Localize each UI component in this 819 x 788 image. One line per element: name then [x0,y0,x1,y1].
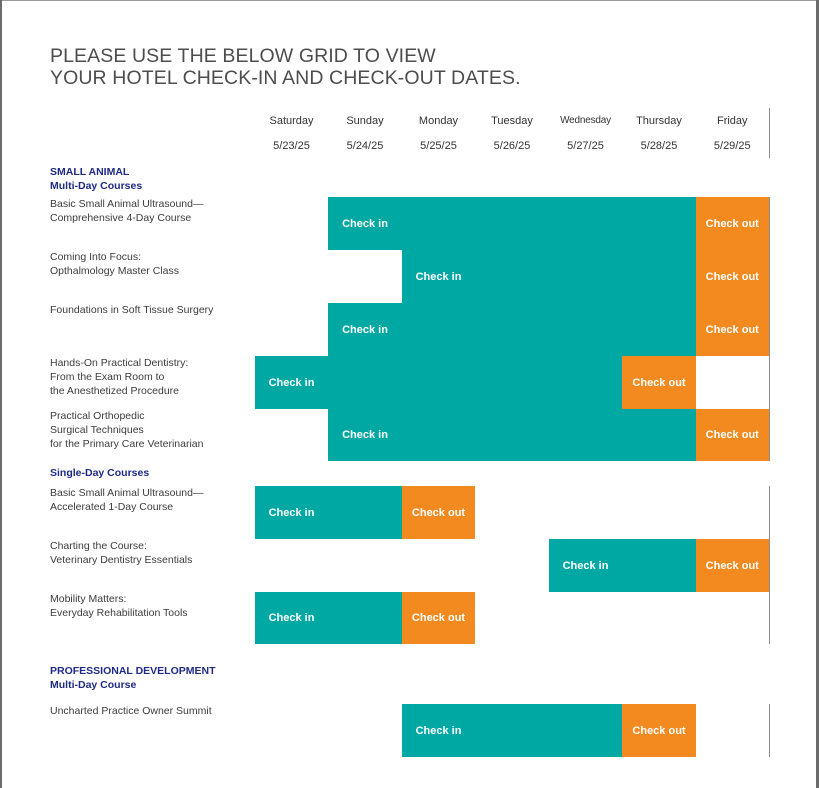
course-name-line: Foundations in Soft Tissue Surgery [50,304,214,316]
date-header: 5/25/25 [420,139,457,152]
empty-day-cell [402,539,475,592]
day-header: Tuesday [491,114,533,127]
course-row [50,409,769,461]
title-line-1: PLEASE USE THE BELOW GRID TO VIEW [50,45,436,67]
check-out-cell: Check out [696,539,769,592]
course-name-line: Veterinary Dentistry Essentials [50,554,193,566]
check-out-cell: Check out [402,592,475,644]
check-out-cell: Check out [696,250,769,303]
course-name-line: Mobility Matters: [50,593,127,605]
header-row-dates [50,133,769,158]
section-title: PROFESSIONAL DEVELOPMENT [50,665,216,677]
course-name-line: Everyday Rehabilitation Tools [50,607,188,619]
frame-top-border [0,0,819,1]
empty-day-cell [255,409,328,461]
course-name [50,303,255,356]
stay-cell [475,250,549,303]
check-in-cell: Check in [255,592,328,644]
course-row [50,539,769,592]
course-name-line: Basic Small Animal Ultrasound— [50,487,204,499]
empty-day-cell [696,704,769,757]
stay-cell [549,704,622,757]
empty-day-cell [255,250,328,303]
course-name [50,250,255,303]
empty-day-cell [696,356,769,409]
day-header: Saturday [269,114,314,127]
title-line-2: YOUR HOTEL CHECK-IN AND CHECK-OUT DATES. [50,67,521,89]
section-title: SMALL ANIMAL [50,166,130,178]
stay-cell [549,356,622,409]
course-row [50,303,769,356]
course-name-line: Charting the Course: [50,540,147,552]
section-row-professional [50,644,769,704]
course-row [50,197,769,250]
empty-day-cell [255,197,328,250]
course-row [50,704,769,757]
course-name-line: Basic Small Animal Ultrasound— [50,198,204,210]
stay-cell [549,197,622,250]
frame-left-border [0,0,2,788]
course-name-line: for the Primary Care Veterinarian [50,438,204,450]
page-title [50,45,521,89]
section-row-small_animal [50,158,769,197]
stay-cell [328,592,402,644]
stay-cell [328,486,402,539]
header-row-days [50,108,769,133]
course-name-line: Uncharted Practice Owner Summit [50,705,212,717]
check-in-cell: Check in [328,303,402,356]
check-out-cell: Check out [402,486,475,539]
empty-day-cell [549,486,622,539]
empty-day-cell [622,486,696,539]
date-header: 5/29/25 [696,133,769,158]
course-name [50,409,255,461]
course-name-line: Opthalmology Master Class [50,265,179,277]
stay-cell [549,303,622,356]
course-row [50,356,769,409]
stay-cell [622,250,696,303]
hotel-dates-grid [50,108,770,757]
check-out-cell: Check out [622,356,696,409]
stay-cell [475,303,549,356]
course-name [50,486,255,539]
stay-cell [549,409,622,461]
empty-day-cell [328,539,402,592]
empty-day-cell [475,539,549,592]
day-header: Wednesday [560,115,611,126]
section-title: Single-Day Courses [50,467,150,479]
empty-day-cell [549,592,622,644]
date-header: 5/28/25 [640,139,678,152]
grid-body [50,108,769,757]
date-header: 5/26/25 [493,139,531,152]
empty-day-cell [328,250,402,303]
empty-day-cell [696,592,769,644]
check-out-cell: Check out [696,409,769,461]
empty-day-cell [255,539,328,592]
course-name [50,197,255,250]
section-heading [50,158,769,197]
check-in-cell: Check in [402,704,475,757]
stay-cell [475,704,549,757]
stay-cell [475,197,549,250]
stay-cell [402,197,475,250]
check-out-cell: Check out [696,197,769,250]
date-header: 5/24/25 [346,139,384,152]
course-row [50,486,769,539]
course-name-line: Coming Into Focus: [50,251,142,263]
day-header: Friday [696,108,769,133]
stay-cell [402,409,475,461]
empty-day-cell [328,704,402,757]
check-in-cell: Check in [402,250,475,303]
check-in-cell: Check in [328,197,402,250]
section-heading [50,461,769,486]
stay-cell [475,409,549,461]
empty-day-cell [255,704,328,757]
course-name-line: the Anesthetized Procedure [50,385,180,397]
stay-cell [402,356,475,409]
section-row-single_day [50,461,769,486]
course-name-line: Practical Orthopedic [50,410,145,422]
course-row [50,250,769,303]
course-name-line: Hands-On Practical Dentistry: [50,357,189,369]
section-subtitle: Multi-Day Course [50,679,137,691]
check-in-cell: Check in [255,356,328,409]
header-corner-dates [50,133,255,158]
stay-cell [622,539,696,592]
stay-cell [622,197,696,250]
day-header: Monday [418,114,459,127]
date-header: 5/27/25 [567,139,604,152]
section-subtitle: Multi-Day Courses [50,180,143,192]
check-out-cell: Check out [622,704,696,757]
course-name [50,704,255,757]
course-name [50,592,255,644]
empty-day-cell [255,303,328,356]
check-in-cell: Check in [549,539,622,592]
course-name-line: Comprehensive 4-Day Course [50,212,192,224]
course-name [50,356,255,409]
section-heading [50,644,769,704]
day-header: Sunday [346,114,384,127]
stay-cell [402,303,475,356]
stay-cell [622,409,696,461]
stay-cell [475,356,549,409]
empty-day-cell [696,486,769,539]
empty-day-cell [475,592,549,644]
course-name-line: From the Exam Room to [50,371,165,383]
stay-cell [328,356,402,409]
header-corner [50,108,255,133]
check-out-cell: Check out [696,303,769,356]
date-header: 5/23/25 [273,139,310,152]
check-in-cell: Check in [328,409,402,461]
day-header: Thursday [636,114,682,127]
course-name [50,539,255,592]
check-in-cell: Check in [255,486,328,539]
course-name-line: Surgical Techniques [50,424,144,436]
course-name-line: Accelerated 1-Day Course [50,501,174,513]
stay-cell [549,250,622,303]
empty-day-cell [475,486,549,539]
course-row [50,592,769,644]
stay-cell [622,303,696,356]
empty-day-cell [622,592,696,644]
